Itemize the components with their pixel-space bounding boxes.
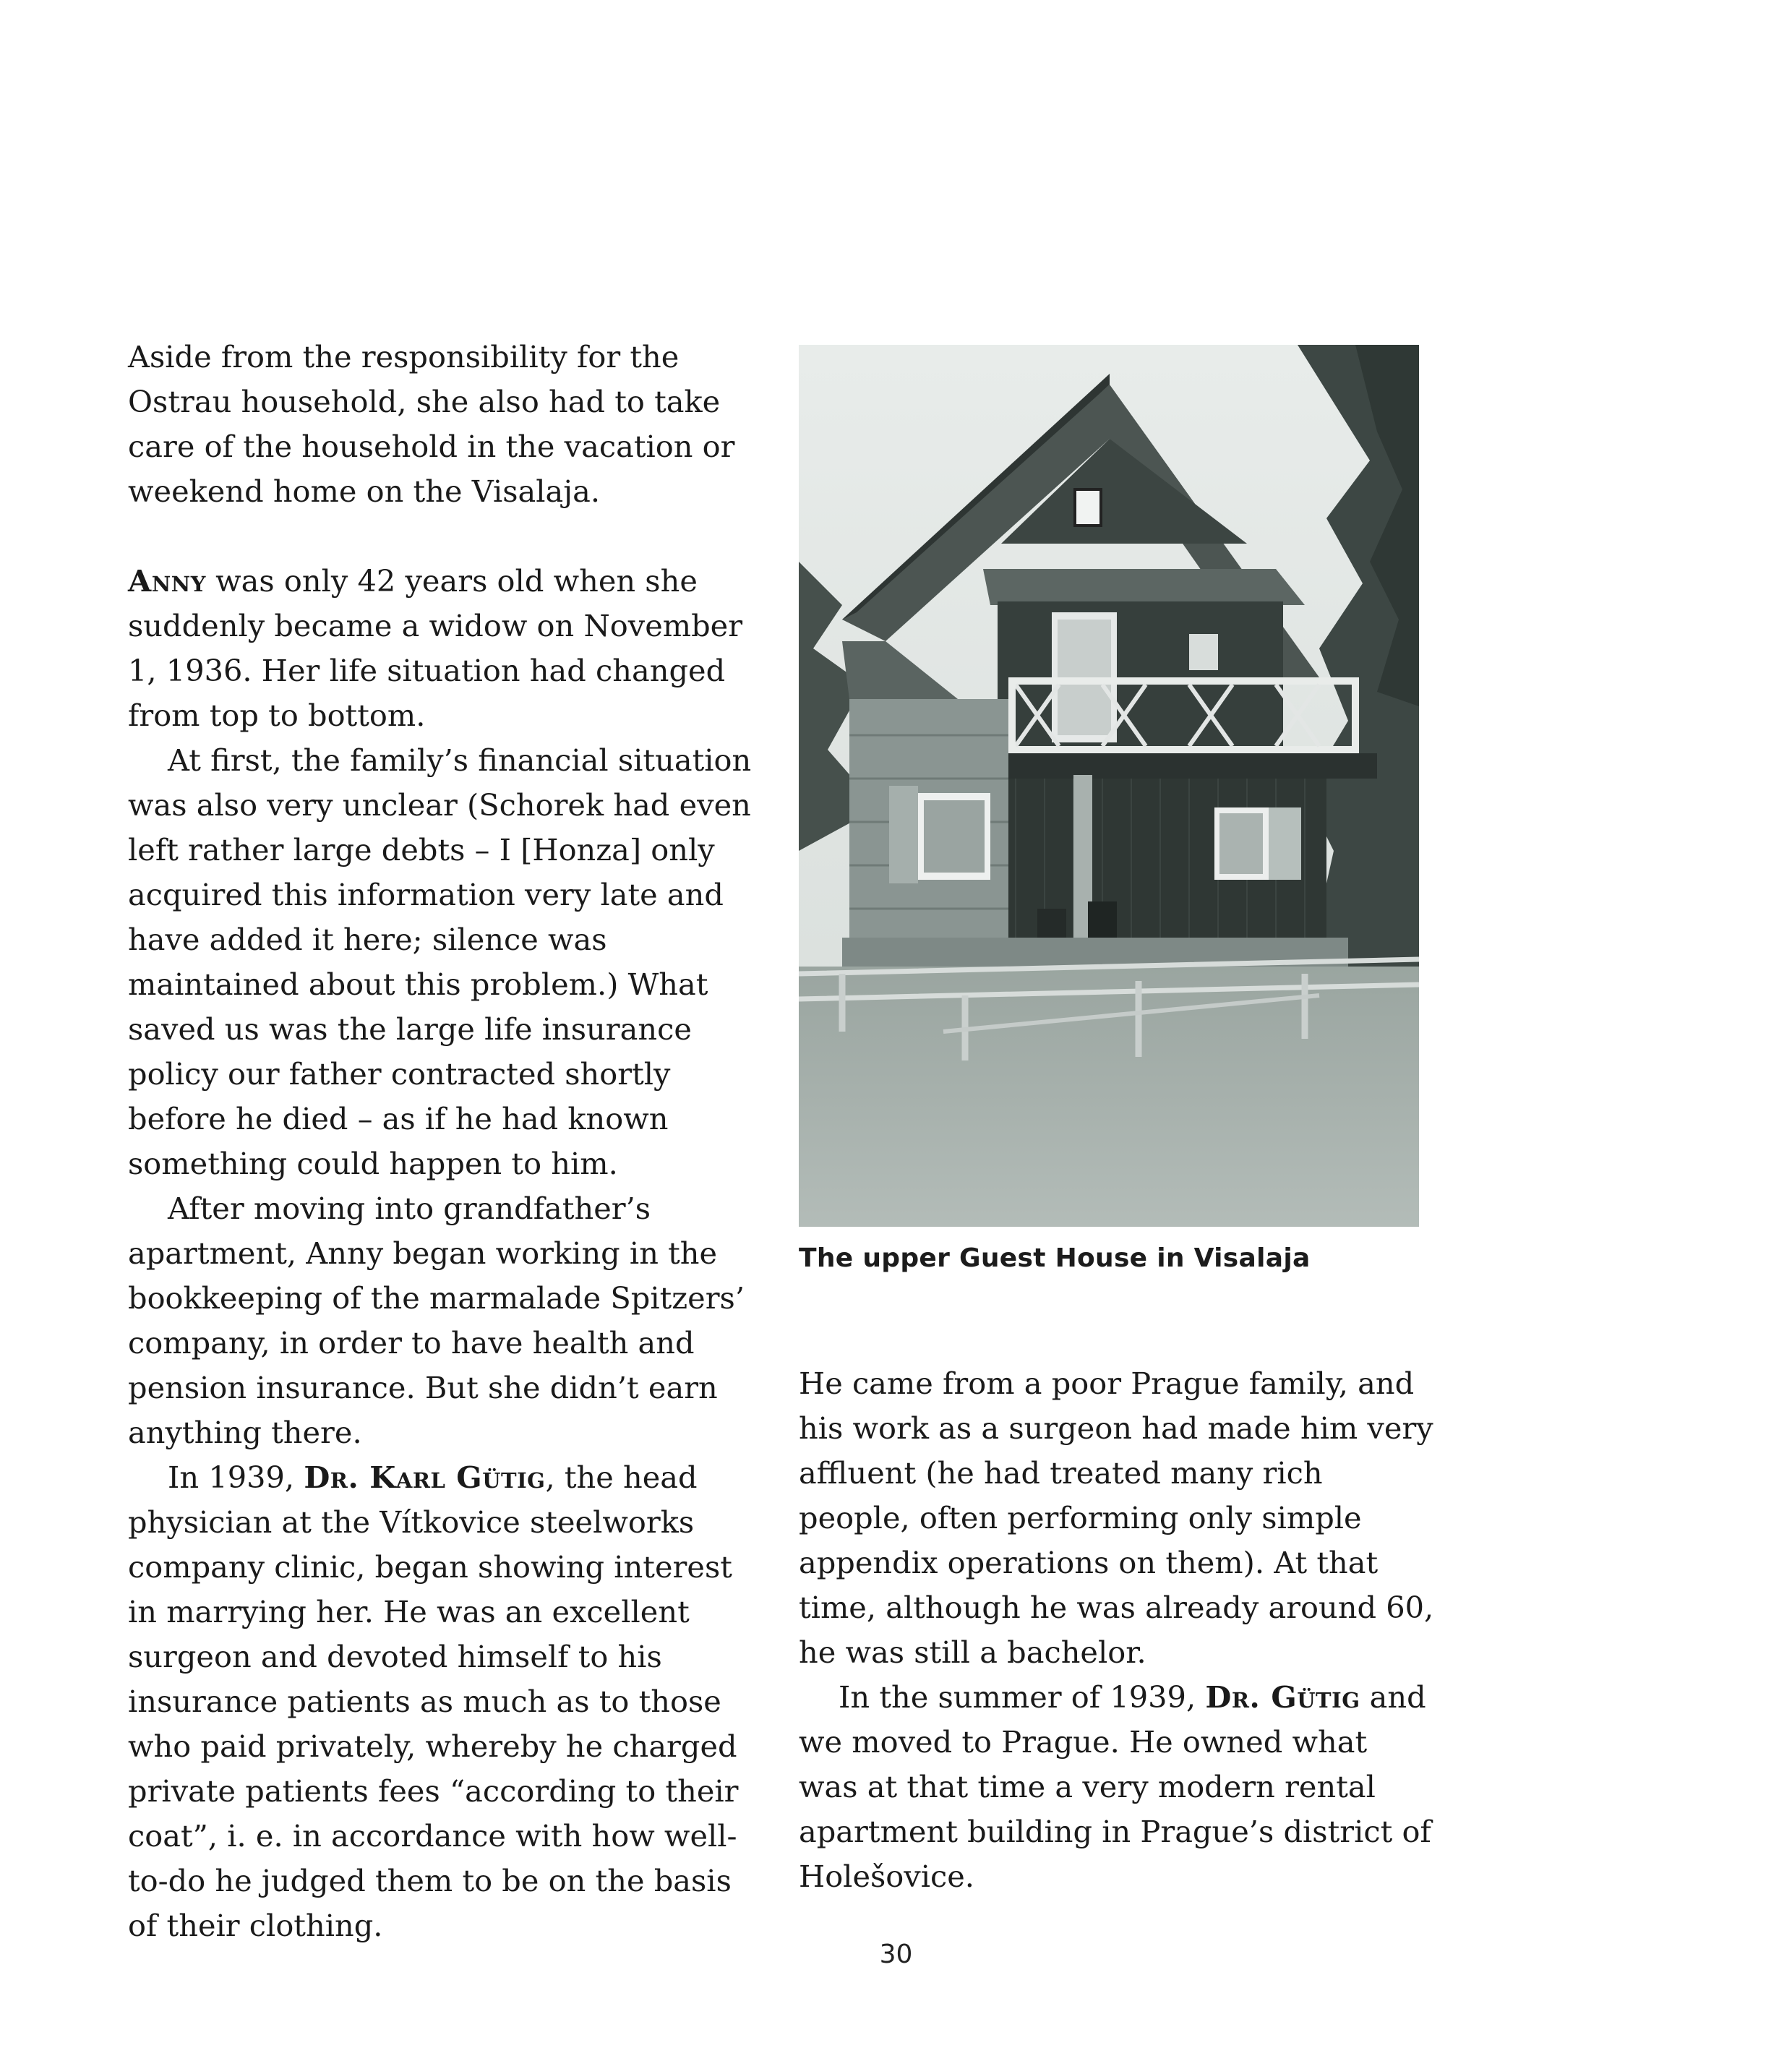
name-dr-gutig: Dr. Gütig: [1205, 1679, 1360, 1715]
paragraph-gap: [128, 514, 764, 559]
paragraph-move-text: and we moved to Prague. He owned what was at that time a very modern rental apartment building in Prague’s district of Holešovice.: [799, 1679, 1431, 1894]
paragraph-move-start: In the summer of 1939,: [839, 1679, 1206, 1715]
right-text-column: [799, 1361, 1435, 1899]
paragraph-gutig-text: , the head physician at the Vítkovice steelworks company clinic, began showing interest in marrying her. He was an excellent surgeon and devoted himself to his insurance patients as much as to those who paid privately, whereby he charged private patients fees “according to their coat”, i. e. in accordance with how well-to-do he judged them to be on the basis of their clothing.: [128, 1460, 739, 1943]
paragraph-prague-family: He came from a poor Prague family, and his work as a surgeon had made him very affluent (he had treated many rich people, often performing only simple appendix operations on them). At that time, although he was already around 60, he was still a bachelor.: [799, 1366, 1434, 1670]
left-text-column: [128, 335, 764, 1948]
paragraph-widow-text: was only 42 years old when she suddenly became a widow on November 1, 1936. Her life situation had changed from top to bottom.: [128, 563, 743, 733]
page-number: 30: [879, 1940, 913, 1969]
photo-caption: The upper Guest House in Visalaja: [799, 1243, 1311, 1273]
paragraph-bookkeeping: After moving into grandfather’s apartment, Anny began working in the bookkeeping of the marmalade Spitzers’ company, in order to have health and pension insurance. But she didn’t earn anything there.: [128, 1191, 745, 1450]
paragraph-gutig: [128, 1455, 764, 1948]
paragraph-household: Aside from the responsibility for the Ostrau household, she also had to take care of the household in the vacation or weekend home on the Visalaja.: [128, 339, 735, 509]
paragraph-financial: At first, the family’s financial situation was also very unclear (Schorek had even left rather large debts – I [Honza] only acquired this information very late and have added it here; silence was maintained about this problem.) What saved us was the large life insurance policy our father contracted shortly before he died – as if he had known something could happen to him.: [128, 742, 752, 1181]
guest-house-illustration: [799, 345, 1419, 1227]
name-karl-gutig: Dr. Karl Gütig: [304, 1460, 546, 1495]
paragraph-move-prague: [799, 1675, 1435, 1899]
paragraph-gutig-start: In 1939,: [168, 1460, 304, 1495]
paragraph-widow: [128, 559, 764, 738]
name-anny: Anny: [128, 563, 206, 599]
guest-house-photo: [799, 345, 1419, 1227]
